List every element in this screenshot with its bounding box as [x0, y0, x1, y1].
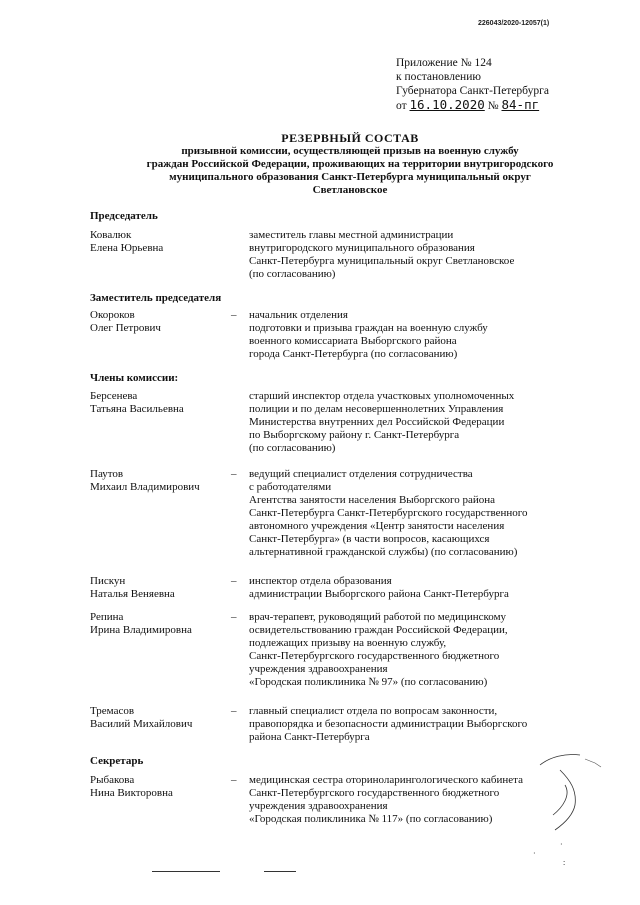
section-deputy: Заместитель председателя: [90, 292, 222, 304]
entry-name: Окороков Олег Петрович: [90, 309, 161, 334]
entry-dash: –: [231, 468, 237, 480]
appendix-block: [396, 56, 549, 113]
entry-role: инспектор отдела образования администрации Выборгского района Санкт-Петербурга: [249, 575, 509, 600]
appendix-date-line: [396, 98, 549, 113]
appendix-decree: к постановлению: [396, 71, 481, 83]
entry-name: Рыбакова Нина Викторовна: [90, 774, 173, 799]
entry-name: Берсенева Татьяна Васильевна: [90, 390, 184, 415]
entry-name: Тремасов Василий Михайлович: [90, 705, 193, 730]
document-title: [60, 131, 640, 197]
appendix-from-label: от: [396, 100, 407, 112]
entry-role: ведущий специалист отделения сотрудничества с работодателями Агентства занятости населения Выборгского района Санкт-Петербурга Санкт-Петербургского государственного автономного учреждения «Центр занятости населения Санкт-Петербурга» (в части вопросов, касающихся альтернативной гражданской службы) (по согласованию): [249, 468, 528, 558]
entry-dash: –: [231, 774, 237, 786]
scan-speck-icon: ·: [533, 849, 536, 858]
title-line-3: граждан Российской Федерации, проживающих на территории внутригородского: [146, 158, 554, 170]
entry-dash: –: [231, 575, 237, 587]
entry-dash: –: [231, 309, 237, 321]
scan-speck-icon: :: [563, 858, 566, 867]
scan-speck-icon: ·: [560, 840, 563, 849]
entry-role: медицинская сестра оториноларингологического кабинета Санкт-Петербургского государственного бюджетного учреждения здравоохранения «Городская поликлиника № 117» (по согласованию): [249, 774, 523, 825]
section-secretary: Секретарь: [90, 755, 144, 767]
entry-name: Репина Ирина Владимировна: [90, 611, 192, 636]
appendix-decree-number: 84-пг: [501, 97, 540, 112]
entry-role: заместитель главы местной администрации внутригородского муниципального образования Санкт-Петербурга муниципальный округ Светлановское (по согласованию): [249, 229, 515, 280]
appendix-date: 16.10.2020: [409, 97, 485, 112]
document-number: 226043/2020-12057(1): [478, 20, 550, 27]
title-line-4: муниципального образования Санкт-Петербурга муниципальный округ: [169, 171, 531, 183]
entry-dash: –: [231, 611, 237, 623]
entry-role: старший инспектор отдела участковых уполномоченных полиции и по делам несовершеннолетних Управления Министерства внутренних дел Российской Федерации по Выборгскому району г. Санкт-Петербурга (по согласованию): [249, 390, 515, 454]
section-chair: Председатель: [90, 210, 158, 222]
title-line-5: Светлановское: [312, 184, 388, 196]
appendix-number: Приложение № 124: [396, 57, 492, 69]
entry-role: врач-терапевт, руководящий работой по медицинскому освидетельствованию граждан Российской Федерации, подлежащих призыву на военную службу, Санкт-Петербургского государственного бюджетного учреждения здравоохранения «Городская поликлиника № 97» (по согласованию): [249, 611, 508, 688]
entry-name: Паутов Михаил Владимирович: [90, 468, 200, 493]
appendix-governor: Губернатора Санкт-Петербурга: [396, 85, 549, 97]
entry-role: главный специалист отдела по вопросам законности, правопорядка и безопасности администрации Выборгского района Санкт-Петербурга: [249, 705, 528, 743]
title-main: РЕЗЕРВНЫЙ СОСТАВ: [281, 131, 419, 145]
entry-dash: –: [231, 705, 237, 717]
footer-rule-right: [264, 871, 296, 872]
appendix-number-label: №: [487, 100, 499, 112]
footer-rule-left: [152, 871, 220, 872]
entry-name: Пискун Наталья Веняевна: [90, 575, 175, 600]
entry-name: Ковалюк Елена Юрьевна: [90, 229, 164, 254]
title-line-2: призывной комиссии, осуществляющей призыв на военную службу: [181, 145, 519, 157]
section-members: Члены комиссии:: [90, 372, 179, 384]
signature-mark: [505, 745, 615, 845]
entry-role: начальник отделения подготовки и призыва граждан на военную службу военного комиссариата Выборгского района города Санкт-Петербурга (по согласованию): [249, 309, 488, 360]
